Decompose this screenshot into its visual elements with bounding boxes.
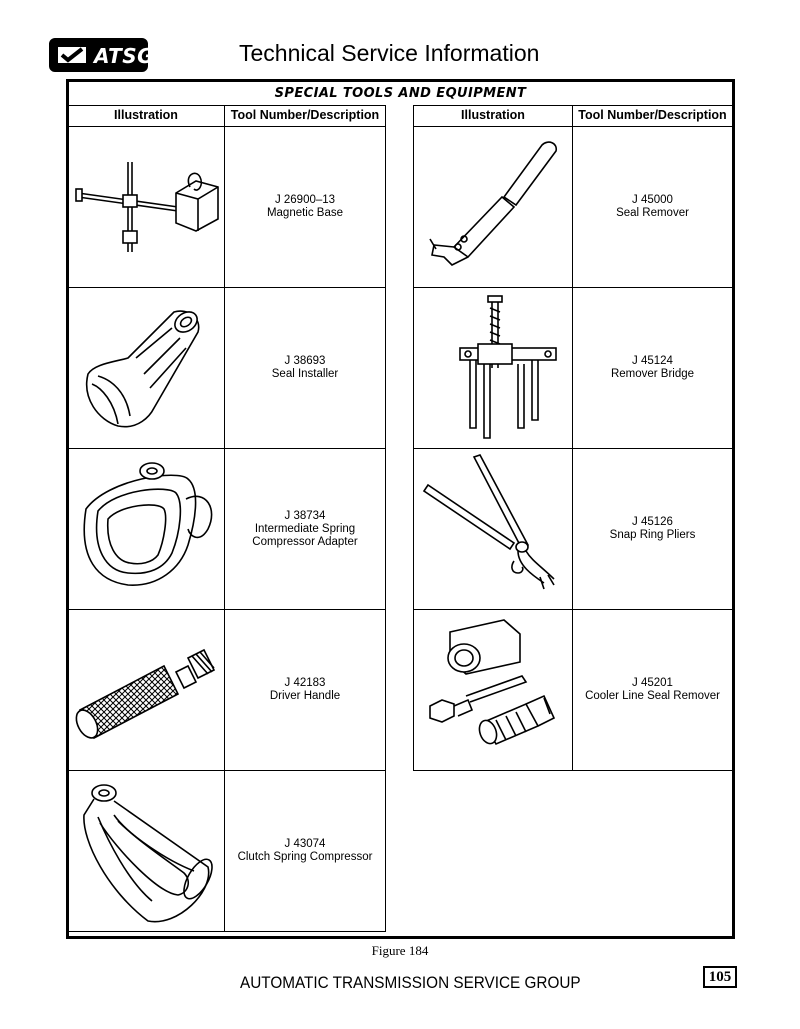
table-row <box>414 127 733 288</box>
footer-org: AUTOMATIC TRANSMISSION SERVICE GROUP <box>240 973 581 992</box>
tool-illustration <box>414 127 573 287</box>
tool-description-cell <box>573 127 733 287</box>
table-row <box>414 610 733 771</box>
tool-description-cell <box>225 127 386 287</box>
tool-description-cell <box>573 610 733 770</box>
tool-illustration <box>68 288 225 448</box>
tool-number: J 45000 <box>632 194 673 206</box>
tools-table-right <box>413 105 733 771</box>
tool-description: Remover Bridge <box>610 368 695 380</box>
tool-description-cell <box>225 771 386 931</box>
table-row <box>414 449 733 610</box>
table-row <box>68 771 386 932</box>
remover-bridge-icon <box>414 288 573 448</box>
tool-number: J 45126 <box>632 516 673 528</box>
tool-illustration <box>68 127 225 287</box>
table-row <box>68 127 386 288</box>
atsg-logo <box>49 38 155 72</box>
tool-illustration <box>414 610 573 770</box>
tool-description: Driver Handle <box>269 690 341 702</box>
tool-number: J 38734 <box>284 509 326 522</box>
seal-remover-icon <box>414 127 573 287</box>
snap-ring-pliers-icon <box>414 449 573 609</box>
tool-description: Seal Installer <box>271 368 339 380</box>
checkmark-icon <box>52 41 92 69</box>
tool-description-cell <box>225 610 386 770</box>
clutch-spring-compressor-icon <box>68 771 225 931</box>
cooler-line-seal-remover-icon <box>414 610 573 770</box>
spring-compressor-adapter-icon <box>68 449 225 609</box>
tool-number: J 38693 <box>284 355 326 367</box>
column-header-tool: Tool Number/Description <box>573 106 733 126</box>
tool-illustration <box>68 449 225 609</box>
driver-handle-icon <box>68 610 225 770</box>
tool-illustration <box>68 771 225 931</box>
column-header-tool: Tool Number/Description <box>225 106 386 126</box>
section-title: SPECIAL TOOLS AND EQUIPMENT <box>274 86 527 101</box>
table-row <box>414 288 733 449</box>
table-row <box>68 610 386 771</box>
table-header <box>68 106 386 127</box>
figure-caption: Figure 184 <box>371 943 429 958</box>
table-row <box>68 288 386 449</box>
seal-installer-icon <box>68 288 225 448</box>
tools-table-left <box>67 105 386 932</box>
tool-illustration <box>414 288 573 448</box>
tool-number: J 26900–13 <box>274 194 336 206</box>
tool-illustration <box>68 610 225 770</box>
tool-illustration <box>414 449 573 609</box>
column-header-illustration: Illustration <box>414 106 573 126</box>
table-row <box>68 449 386 610</box>
tool-description-cell <box>225 288 386 448</box>
page-title: Technical Service Information <box>239 40 540 66</box>
tool-description: Snap Ring Pliers <box>609 529 696 541</box>
tool-description-cell <box>573 449 733 609</box>
magnetic-base-icon <box>68 127 225 287</box>
tool-number: J 45124 <box>632 355 673 367</box>
tool-number: J 43074 <box>284 838 326 850</box>
page-number: 105 <box>703 966 737 988</box>
tool-number: J 42183 <box>284 677 326 689</box>
tool-number: J 45201 <box>632 677 673 689</box>
tool-description: Magnetic Base <box>266 207 344 219</box>
table-header <box>414 106 733 127</box>
tool-description: Clutch Spring Compressor <box>237 851 373 863</box>
tool-description: Seal Remover <box>616 207 689 219</box>
tool-description-cell <box>225 449 386 609</box>
tool-description: Intermediate Spring Compressor Adapter <box>252 522 358 548</box>
tool-description-cell <box>573 288 733 448</box>
tool-description: Cooler Line Seal Remover <box>585 690 720 702</box>
logo-text: ATSG <box>94 44 155 68</box>
column-header-illustration: Illustration <box>68 106 225 126</box>
